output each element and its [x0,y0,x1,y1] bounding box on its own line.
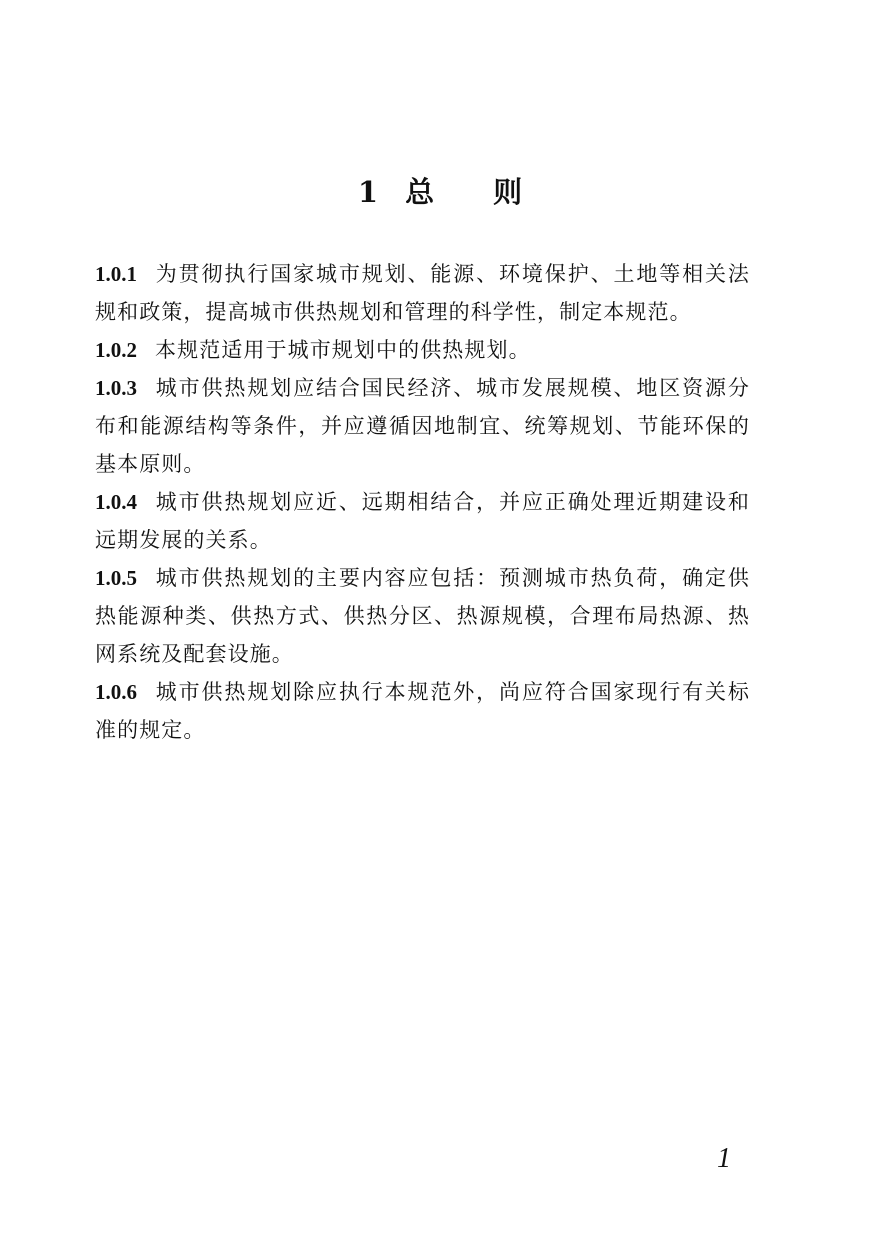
clause-text: 城市供热规划应近、远期相结合，并应正确处理近期建设和远期发展的关系。 [95,490,750,552]
clause-number: 1.0.4 [95,490,137,514]
clause-number: 1.0.1 [95,262,137,286]
clause-number: 1.0.2 [95,338,137,362]
clause-text: 为贯彻执行国家城市规划、能源、环境保护、土地等相关法规和政策，提高城市供热规划和管理的科学性，制定本规范。 [95,262,750,324]
clause-1-0-1 [95,255,750,331]
clause-number: 1.0.5 [95,566,137,590]
clause-text: 城市供热规划除应执行本规范外，尚应符合国家现行有关标准的规定。 [95,680,750,742]
chapter-number: 1 [357,175,380,209]
clause-text: 城市供热规划的主要内容应包括：预测城市热负荷，确定供热能源种类、供热方式、供热分区、热源规模，合理布局热源、热网系统及配套设施。 [95,566,750,666]
clause-1-0-4 [95,483,750,559]
chapter-title-part2: 则 [493,175,524,209]
clause-text: 本规范适用于城市规划中的供热规划。 [155,338,531,362]
clause-list [95,255,750,749]
chapter-title-part1: 总 [405,175,436,209]
page-number: 1 [717,1143,731,1174]
clause-1-0-5 [95,559,750,673]
clause-number: 1.0.6 [95,680,137,704]
clause-1-0-2 [95,331,750,369]
clause-1-0-6 [95,673,750,749]
clause-1-0-3 [95,369,750,483]
clause-number: 1.0.3 [95,376,137,400]
chapter-title [0,170,881,211]
clause-text: 城市供热规划应结合国民经济、城市发展规模、地区资源分布和能源结构等条件，并应遵循因地制宜、统筹规划、节能环保的基本原则。 [95,376,750,476]
